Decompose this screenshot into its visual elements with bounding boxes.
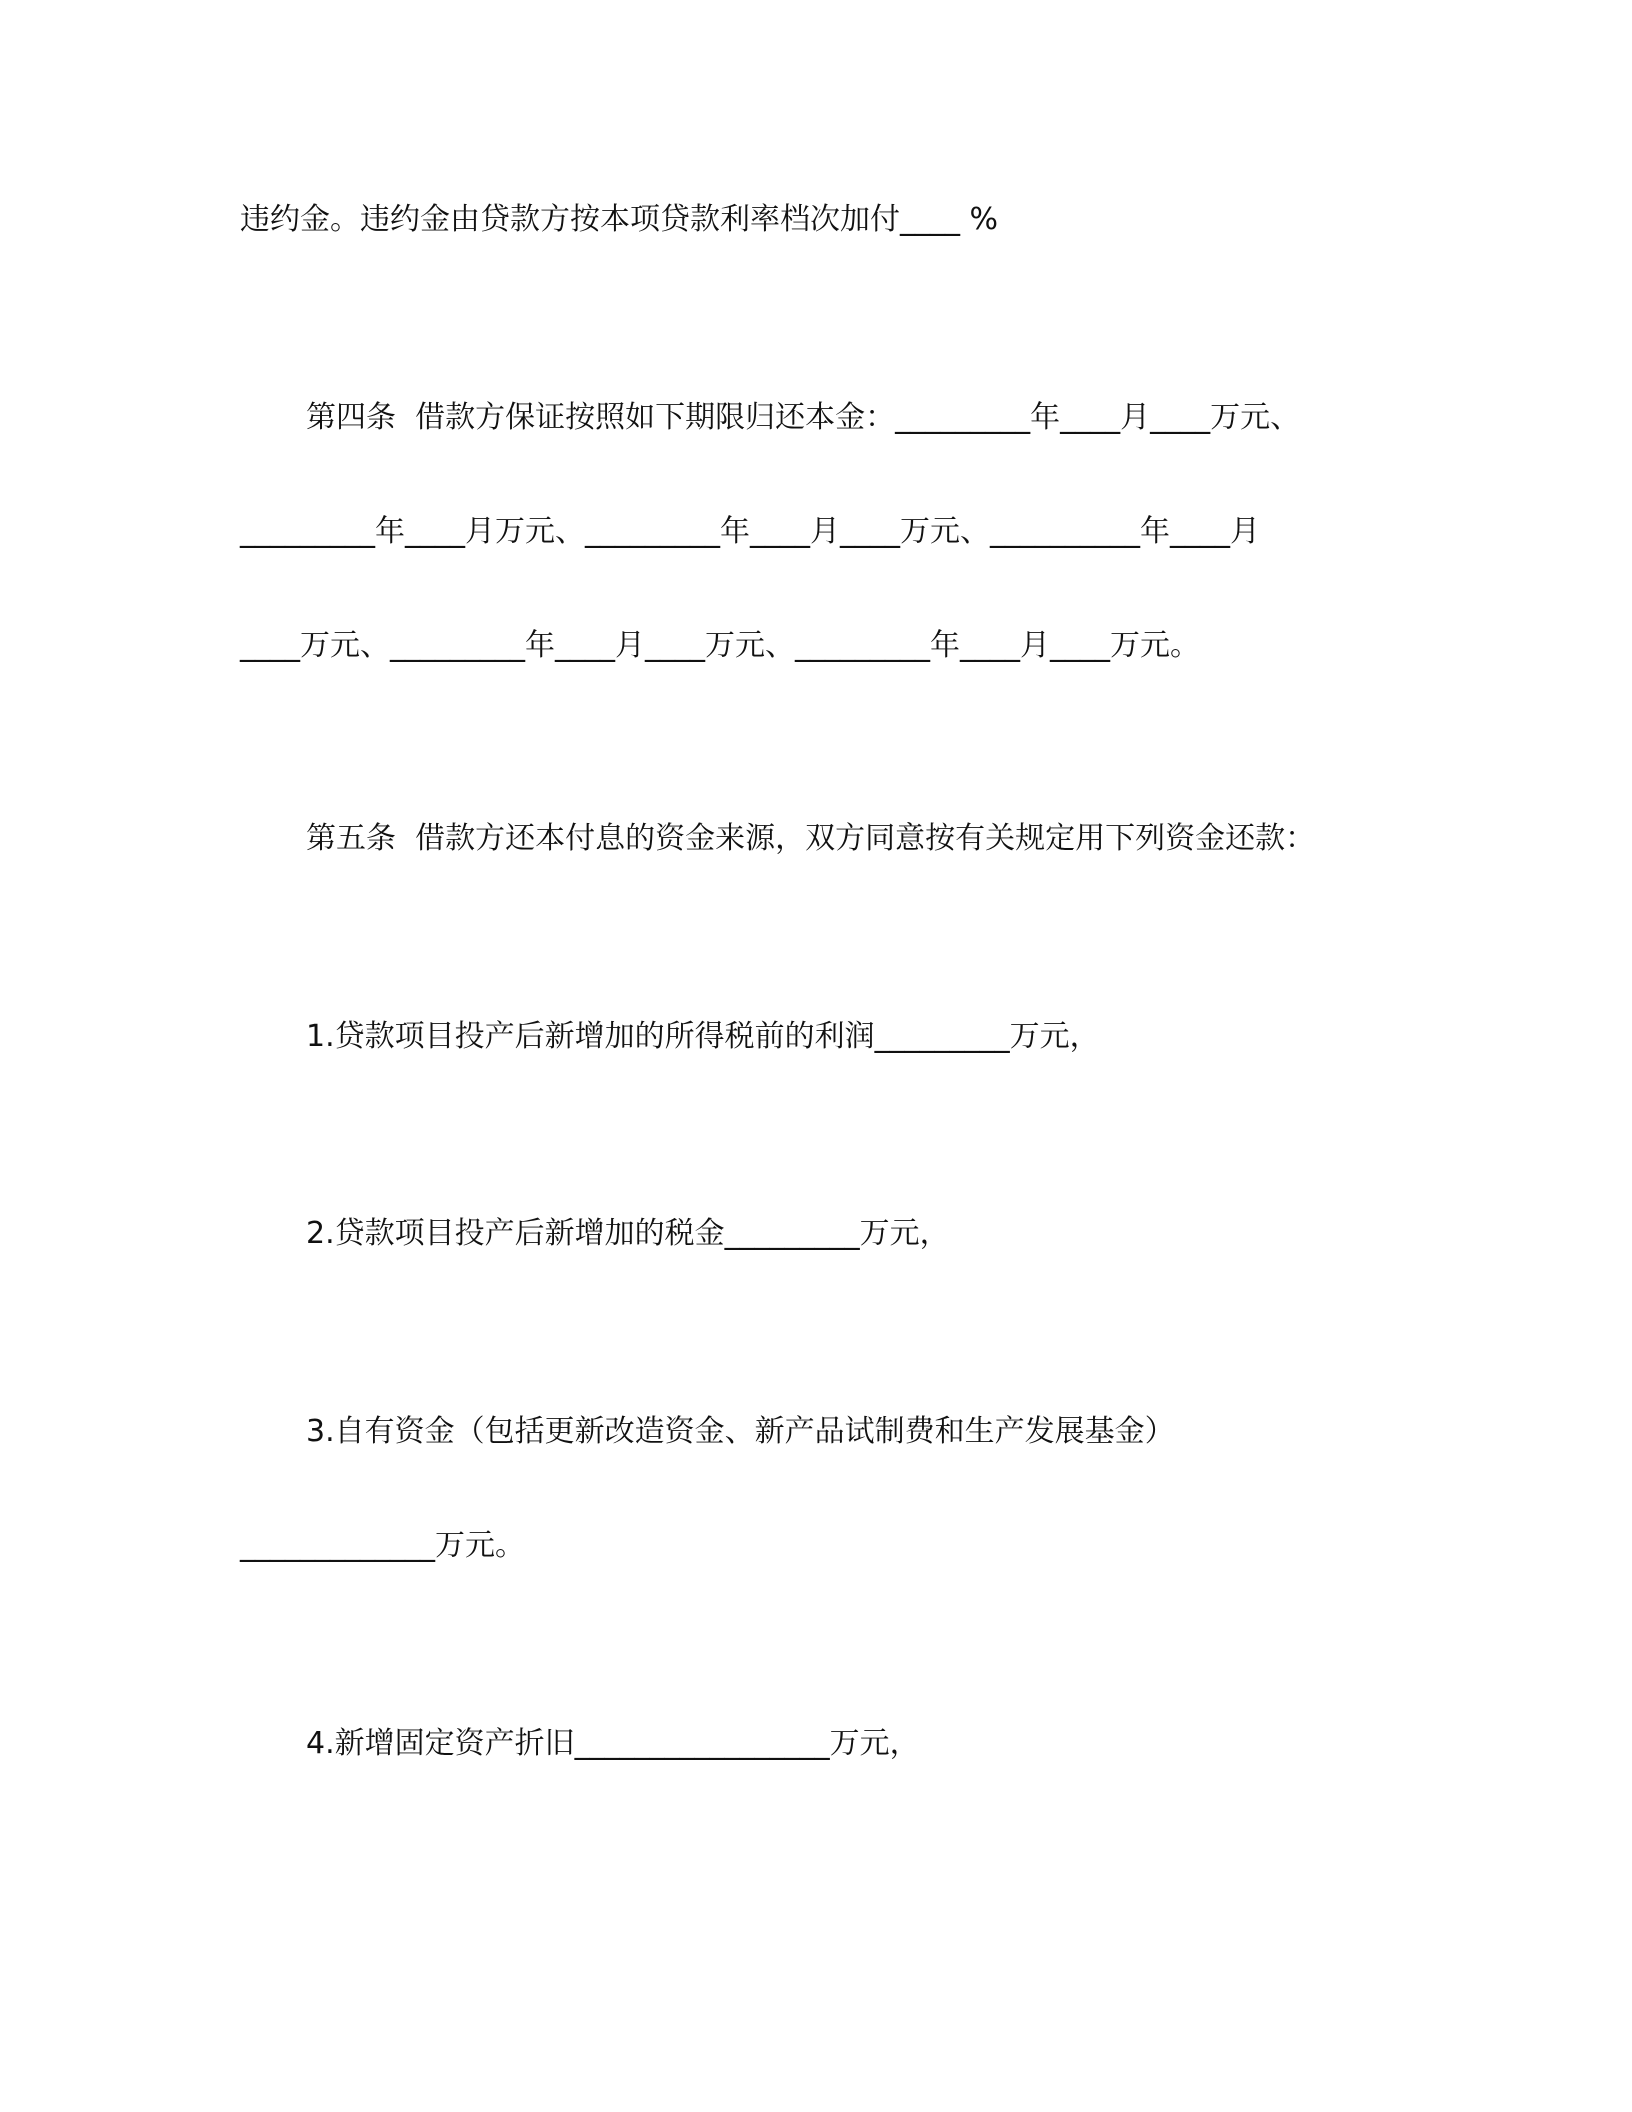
repayment-source-3: 3.自有资金（包括更新改造资金、新产品试制费和生产发展基金） bbox=[306, 1414, 1175, 1449]
penalty-clause-line: 违约金。违约金由贷款方按本项贷款利率档次加付____ % bbox=[240, 202, 999, 237]
repayment-source-3-continued: _____________万元。 bbox=[240, 1528, 525, 1563]
article-4-heading-line: 第四条 借款方保证按照如下期限归还本金：_________年____月____万元、 bbox=[306, 400, 1301, 435]
repayment-source-1: 1.贷款项目投产后新增加的所得税前的利润_________万元， bbox=[306, 1019, 1100, 1054]
article-4-schedule-line-3: ____万元、_________年____月____万元、_________年____月____万元。 bbox=[240, 628, 1200, 663]
repayment-source-2: 2.贷款项目投产后新增加的税金_________万元， bbox=[306, 1216, 950, 1251]
repayment-source-4: 4.新增固定资产折旧_________________万元， bbox=[306, 1726, 920, 1761]
article-5-heading-line: 第五条 借款方还本付息的资金来源，双方同意按有关规定用下列资金还款： bbox=[306, 821, 1316, 856]
article-4-schedule-line-2: _________年____月万元、_________年____月____万元、__________年____月 bbox=[240, 514, 1260, 549]
